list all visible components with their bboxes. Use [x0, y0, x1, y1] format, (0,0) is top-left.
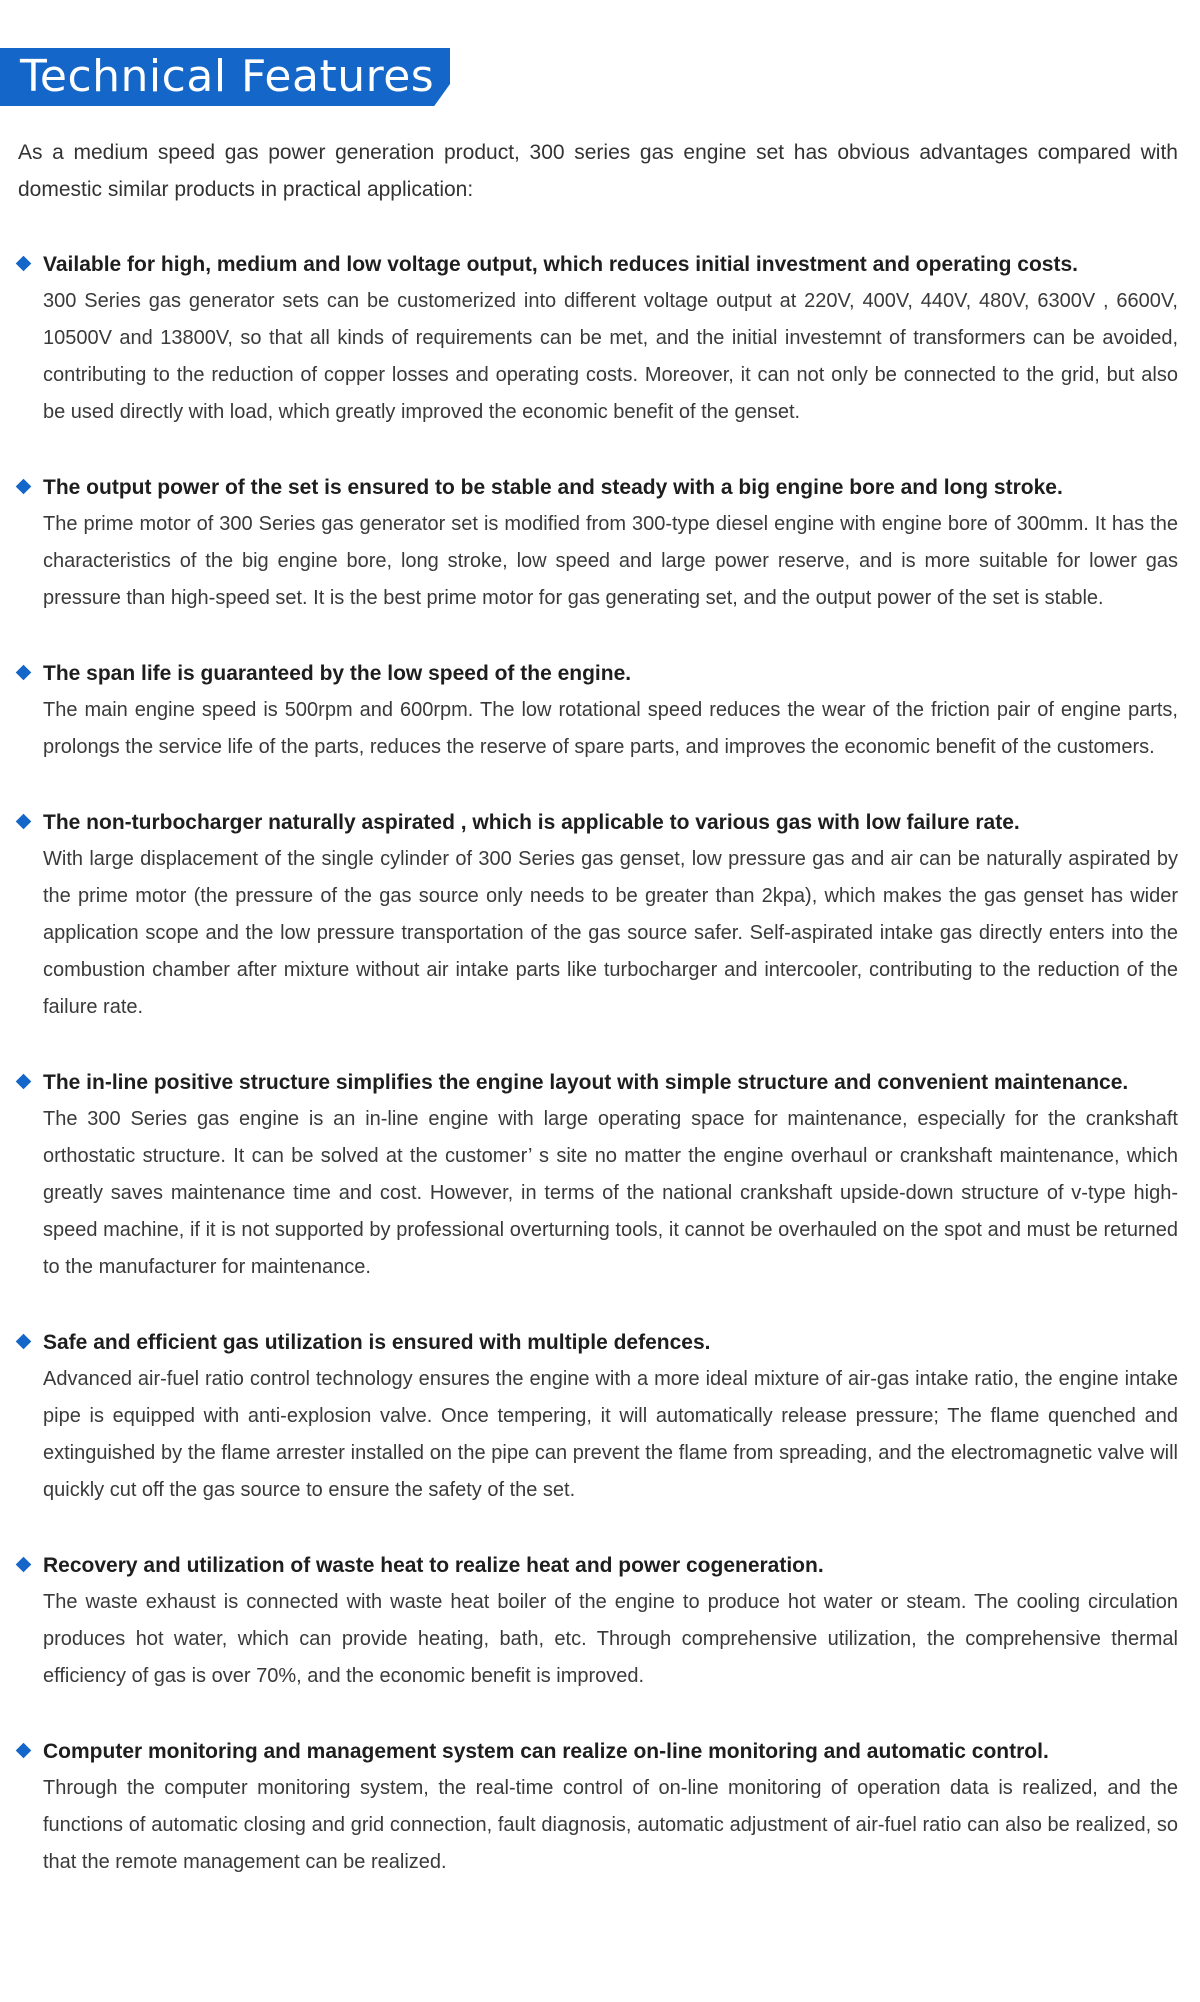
diamond-bullet-icon: [16, 1557, 32, 1573]
feature-title: Recovery and utilization of waste heat to realize heat and power cogeneration.: [43, 1554, 824, 1577]
feature-description: The prime motor of 300 Series gas generator set is modified from 300-type diesel engine with engine bore of 300mm. It has the characteristics of the big engine bore, long stroke, low speed and large power reserve, and is more suitable for lower gas pressure than high-speed set. It is the best prime motor for gas generating set, and the output power of the set is stable.: [43, 513, 1178, 609]
feature-item-output-power: [18, 469, 1178, 617]
diamond-bullet-icon: [16, 1074, 32, 1090]
feature-item-naturally-aspirated: [18, 804, 1178, 1026]
diamond-bullet-icon: [16, 814, 32, 830]
page-title: Technical Features: [20, 51, 435, 102]
intro-paragraph: As a medium speed gas power generation product, 300 series gas engine set has obvious advantages compared with domestic similar products in practical application:: [18, 141, 1178, 201]
feature-description: The main engine speed is 500rpm and 600rpm. The low rotational speed reduces the wear of the friction pair of engine parts, prolongs the service life of the parts, reduces the reserve of spare parts, and improves the economic benefit of the customers.: [43, 699, 1178, 758]
feature-title: Safe and efficient gas utilization is ensured with multiple defences.: [43, 1331, 711, 1354]
feature-item-waste-heat-recovery: [18, 1547, 1178, 1695]
feature-title: The span life is guaranteed by the low speed of the engine.: [43, 662, 632, 685]
feature-title: The output power of the set is ensured to be stable and steady with a big engine bore and long stroke.: [43, 476, 1063, 499]
diamond-bullet-icon: [16, 1743, 32, 1759]
feature-description: 300 Series gas generator sets can be customerized into different voltage output at 220V, 400V, 440V, 480V, 6300V , 6600V, 10500V and 13800V, so that all kinds of requirements can be met, and the initial investemnt of transformers can be avoided, contributing to the reduction of copper losses and operating costs. Moreover, it can not only be connected to the grid, but also be used directly with load, which greatly improved the economic benefit of the genset.: [43, 290, 1178, 423]
feature-item-span-life: [18, 655, 1178, 766]
diamond-bullet-icon: [16, 479, 32, 495]
feature-description: Through the computer monitoring system, the real-time control of on-line monitoring of operation data is realized, and the functions of automatic closing and grid connection, fault diagnosis, automatic adjustment of air-fuel ratio can also be realized, so that the remote management can be realized.: [43, 1777, 1178, 1873]
feature-item-in-line-structure: [18, 1064, 1178, 1286]
feature-item-safe-gas-utilization: [18, 1324, 1178, 1509]
feature-item-voltage-output: [18, 246, 1178, 431]
feature-description: The 300 Series gas engine is an in-line engine with large operating space for maintenance, especially for the crankshaft orthostatic structure. It can be solved at the customer’ s site no matter the engine overhaul or crankshaft maintenance, which greatly saves maintenance time and cost. However, in terms of the national crankshaft upside-down structure of v-type high-speed machine, if it is not supported by professional overturning tools, it cannot be overhauled on the spot and must be returned to the manufacturer for maintenance.: [43, 1108, 1178, 1278]
diamond-bullet-icon: [16, 665, 32, 681]
feature-list: [18, 246, 1178, 1919]
feature-title: Vailable for high, medium and low voltage output, which reduces initial investment and operating costs.: [43, 253, 1078, 276]
feature-description: Advanced air-fuel ratio control technology ensures the engine with a more ideal mixture of air-gas intake ratio, the engine intake pipe is equipped with anti-explosion valve. Once tempering, it will automatically release pressure; The flame quenched and extinguished by the flame arrester installed on the pipe can prevent the flame from spreading, and the electromagnetic valve will quickly cut off the gas source to ensure the safety of the set.: [43, 1368, 1178, 1501]
diamond-bullet-icon: [16, 1334, 32, 1350]
feature-title: The in-line positive structure simplifies the engine layout with simple structure and convenient maintenance.: [43, 1071, 1129, 1094]
feature-title: The non-turbocharger naturally aspirated , which is applicable to various gas with low failure rate.: [43, 811, 1020, 834]
feature-title: Computer monitoring and management system can realize on-line monitoring and automatic control.: [43, 1740, 1049, 1763]
feature-item-computer-monitoring: [18, 1733, 1178, 1881]
diamond-bullet-icon: [16, 256, 32, 272]
feature-description: The waste exhaust is connected with waste heat boiler of the engine to produce hot water or steam. The cooling circulation produces hot water, which can provide heating, bath, etc. Through comprehensive utilization, the comprehensive thermal efficiency of gas is over 70%, and the economic benefit is improved.: [43, 1591, 1178, 1687]
feature-description: With large displacement of the single cylinder of 300 Series gas genset, low pressure gas and air can be naturally aspirated by the prime motor (the pressure of the gas source only needs to be greater than 2kpa), which makes the gas genset has wider application scope and the low pressure transportation of the gas source safer. Self-aspirated intake gas directly enters into the combustion chamber after mixture without air intake parts like turbocharger and intercooler, contributing to the reduction of the failure rate.: [43, 848, 1178, 1018]
